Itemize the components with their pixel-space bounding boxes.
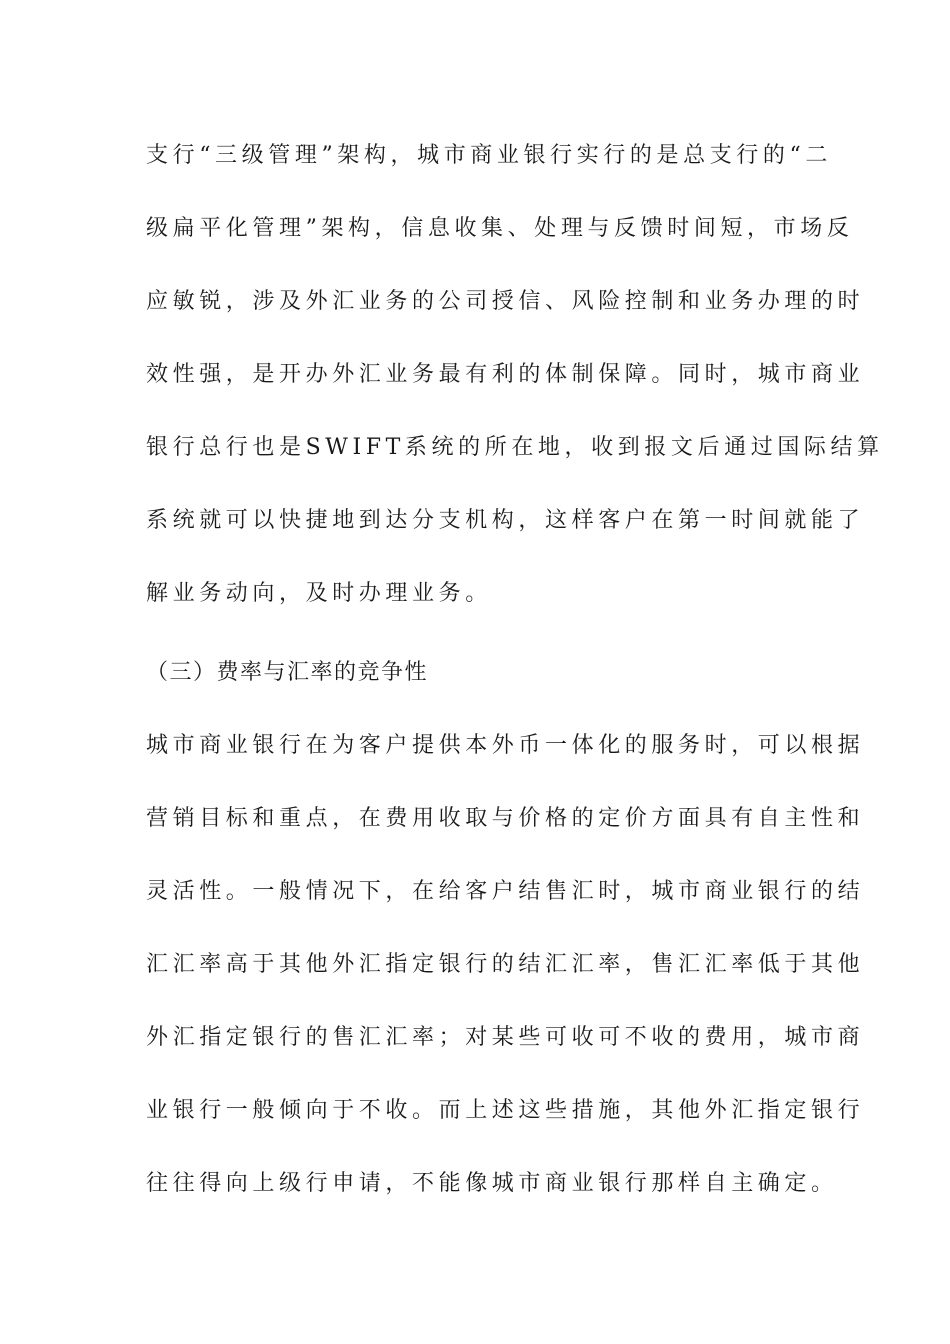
paragraph-1-line-3: 应敏锐，涉及外汇业务的公司授信、风险控制和业务办理的时 [146,289,865,314]
paragraph-1-line-4: 效性强，是开办外汇业务最有利的体制保障。同时，城市商业 [146,362,865,387]
paragraph-1-line-2: 级扁平化管理”架构，信息收集、处理与反馈时间短，市场反 [146,216,854,241]
paragraph-1-line-5: 银行总行也是SWIFT系统的所在地，收到报文后通过国际结算 [146,435,884,460]
paragraph-2-line-4: 汇汇率高于其他外汇指定银行的结汇汇率，售汇汇率低于其他 [146,952,865,977]
paragraph-1-line-1: 支行“三级管理”架构，城市商业银行实行的是总支行的“二 [146,143,832,168]
paragraph-1-line-7: 解业务动向，及时办理业务。 [146,581,492,606]
paragraph-2-line-2: 营销目标和重点，在费用收取与价格的定价方面具有自主性和 [146,806,865,831]
paragraph-2-line-3: 灵活性。一般情况下，在给客户结售汇时，城市商业银行的结 [146,879,865,904]
paragraph-2-line-1: 城市商业银行在为客户提供本外币一体化的服务时，可以根据 [146,733,865,758]
section-heading: （三）费率与汇率的竞争性 [146,660,429,685]
paragraph-1-line-6: 系统就可以快捷地到达分支机构，这样客户在第一时间就能了 [146,508,865,533]
paragraph-2-line-6: 业银行一般倾向于不收。而上述这些措施，其他外汇指定银行 [146,1098,865,1123]
paragraph-2-line-5: 外汇指定银行的售汇汇率；对某些可收可不收的费用，城市商 [146,1025,865,1050]
paragraph-2-line-7: 往往得向上级行申请，不能像城市商业银行那样自主确定。 [146,1171,838,1196]
